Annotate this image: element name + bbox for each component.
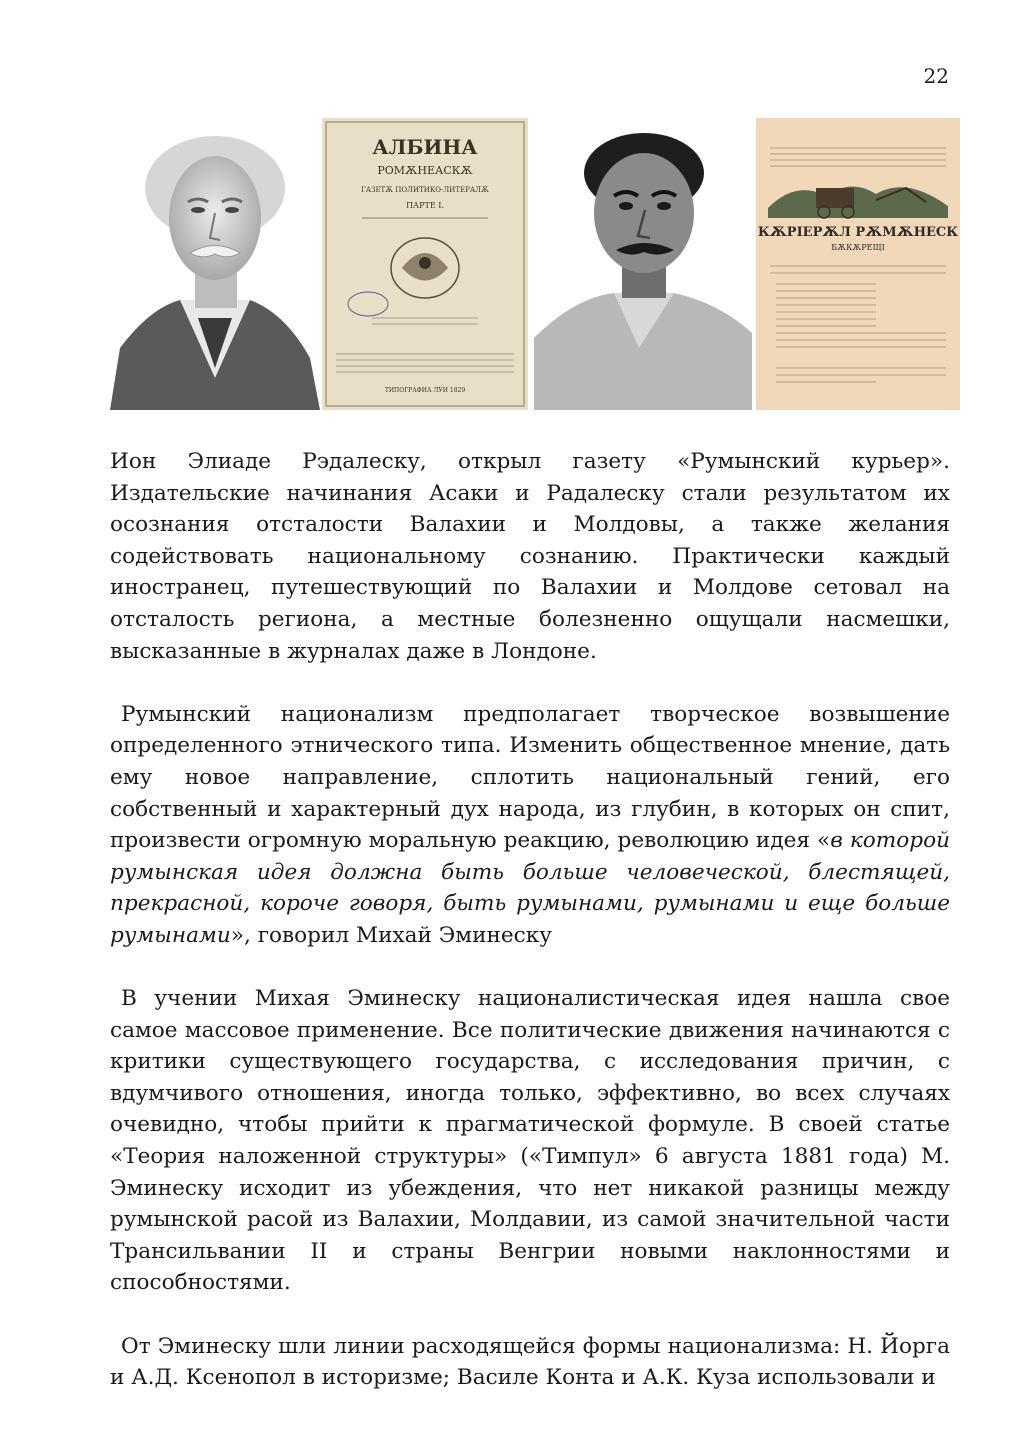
body-text	[110, 446, 950, 1425]
newspaper1-title: АЛБИНА	[372, 135, 478, 159]
portrait-heliade-radulescu	[110, 118, 320, 410]
newspaper1-subtitle: РОМѪНЕАСКѪ	[377, 164, 473, 177]
paragraph-3: В учении Михая Эминеску националистическая идея нашла свое самое массовое применение. Все политические движения начинаются с критики существующего государства, с исследования причин, с вдумчивого отношения, иногда только, эффективно, во всех случаях очевидно, чтобы прийти к прагматической формуле. В своей статье «Теория наложенной структуры» («Тимпул» 6 августа 1881 года) М. Эминеску исходит из убеждения, что нет никакой разницы между румынской расой из Валахии, Молдавии, из самой значительной части Трансильвании II и страны Венгрии новыми наклонностями и способностями.	[110, 986, 950, 1296]
paragraph-2	[110, 699, 950, 952]
paragraph-2-end: », говорил Михай Эминеску	[230, 922, 552, 948]
eminescu-quote: в которой румынская идея должна быть больше человеческой, блестящей, прекрасной, короче говоря, быть румынами, румынами и еще больше румынами	[110, 828, 950, 948]
page-number: 22	[923, 64, 949, 88]
newspaper-albina-romaneasca	[322, 118, 528, 410]
newspaper2-subtitle: БѪКѪРЕЩІ	[831, 243, 885, 252]
portrait-photo-icon	[534, 118, 752, 410]
portrait-asachi	[534, 118, 752, 410]
newspaper1-line1: ГАЗЕТѪ ПОЛИТИКО-ЛИТЕРАЛѪ	[361, 186, 489, 194]
portrait-engraving-icon	[110, 118, 320, 410]
newspaper1-bottom: ТИПОГРАФИА ЛУИ 1829	[384, 387, 466, 394]
paragraph-4: От Эминеску шли линии расходящейся формы национализма: Н. Йорга и А.Д. Ксенопол в историзме; Василе Конта и А.К. Куза использовали и	[110, 1333, 950, 1391]
newspaper2-title: КѪРІЕРѪЛ РѪМѪНЕСК	[757, 225, 959, 240]
paragraph-2-start: Румынский национализм предполагает творческое возвышение определенного этнического типа. Изменить общественное мнение, дать ему новое направление, сплотить национальный гений, его собственный и характерный дух народа, из глубин, в которых он спит, произвести огромную моральную реакцию, революцию идея «	[110, 701, 950, 854]
newspaper1-line2: ПАРТЕ I.	[406, 201, 444, 210]
newspaper-curierul-romanesc	[756, 118, 960, 410]
paragraph-1: Ион Элиаде Рэдалеску, открыл газету «Румынский курьер». Издательские начинания Асаки и Радалеску стали результатом их осознания отсталости Валахии и Молдовы, а также желания содействовать национальному сознанию. Практически каждый иностранец, путешествующий по Валахии и Молдове сетовал на отсталость региона, а местные болезненно ощущали насмешки, высказанные в журналах даже в Лондоне.	[110, 449, 950, 664]
illustrations-row	[110, 118, 960, 410]
